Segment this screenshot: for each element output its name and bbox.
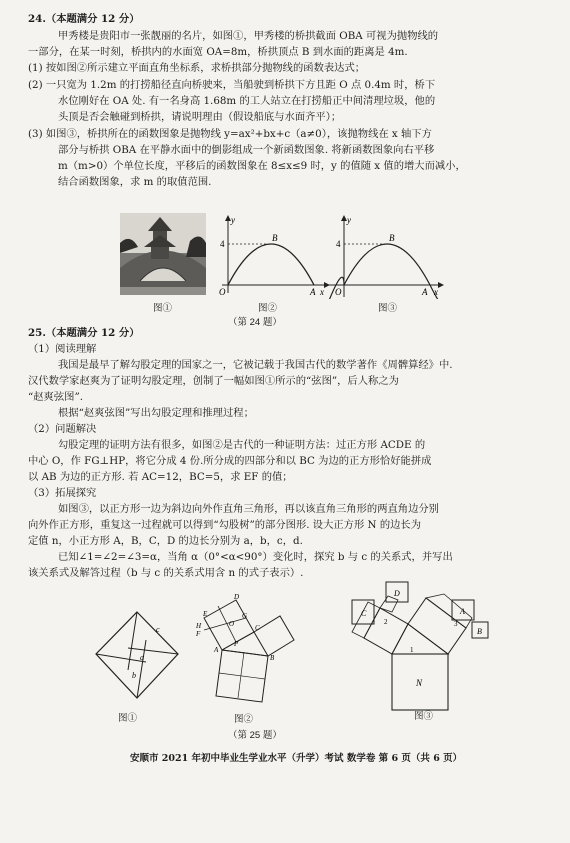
parabola-curve xyxy=(228,244,314,285)
point-g-label: G xyxy=(242,612,248,620)
side-b-label: b xyxy=(132,671,136,680)
q25-s2-line2: 中心 O，作 FG⊥HP，将它分成 4 份.所分成的四部分和以 BC 为边的正方形恰好能拼成 xyxy=(28,455,432,467)
origin-label: O xyxy=(219,287,226,297)
q25-s3-line4: 已知∠1=∠2=∠3=α，当角 α（0°<α<90°）变化时，探究 b 与 c 的关系式，并写出 xyxy=(58,551,453,563)
point-c-label: C xyxy=(255,624,260,632)
y-label: y xyxy=(231,215,235,225)
q24-part3-line2: 部分与桥拱 OBA 在平静水面中的倒影组成一个新函数图象. 将新函数图象向右平移 xyxy=(58,144,435,156)
tick-4-label: 4 xyxy=(336,239,341,249)
q24-part1: (1) 按如图②所示建立平面直角坐标系，求桥拱部分抛物线的函数表达式； xyxy=(28,62,366,74)
y-label: y xyxy=(347,215,351,225)
page-footer: 安顺市 2021 年初中毕业生学业水平（升学）考试 数学卷 第 6 页（共 6 页） xyxy=(130,753,463,764)
point-e-label: E xyxy=(203,610,208,618)
point-b-label: B xyxy=(389,233,395,243)
q24-part2-line1: (2) 一只宽为 1.2m 的打捞船径直向桥驶来，当船驶到桥拱下方且距 O 点 0.4m 时，桥下 xyxy=(28,79,436,91)
point-b-label: B xyxy=(272,233,278,243)
q24-fig1-photo xyxy=(120,213,206,295)
q25-s3-line5: 该关系式及解答过程（b 与 c 的关系式用含 n 的式子表示）. xyxy=(28,567,304,579)
q25-section1-title: （1）阅读理解 xyxy=(28,343,97,355)
q24-fig3-label: 图③ xyxy=(378,303,398,314)
q25-section2-title: （2）问题解决 xyxy=(28,423,97,435)
q24-part2-line3: 头顶是否会触碰到桥拱，请说明理由（假设船底与水面齐平）； xyxy=(58,111,342,123)
point-a-label: A xyxy=(422,287,428,297)
q24-fig2-graph xyxy=(214,213,334,299)
side-a-label: a xyxy=(140,653,144,662)
q25-s1-line3: “赵爽弦图”. xyxy=(28,391,83,403)
q25-s2-line1: 勾股定理的证明方法有很多，如图②是古代的一种证明方法：过正方形 ACDE 的 xyxy=(58,439,426,451)
q25-fig3-label: 图③ xyxy=(414,711,434,722)
q24-part2-line2: 水位刚好在 OA 处. 有一名身高 1.68m 的工人站立在打捞船正中间清理垃圾，他的 xyxy=(58,95,436,107)
side-c-label: c xyxy=(156,625,160,634)
angle-1-label: 1 xyxy=(410,646,414,654)
q25-fig2-diagram xyxy=(196,594,314,712)
point-p-label: P xyxy=(234,640,239,648)
point-d-label: D xyxy=(234,594,240,601)
point-o-label: O xyxy=(229,620,235,628)
q25-fig1-chord-diagram xyxy=(92,608,182,704)
q25-section3-title: （3）拓展探究 xyxy=(28,487,97,499)
q25-fig3-pythagoras-tree xyxy=(348,578,498,714)
q24-intro-line1: 甲秀楼是贵阳市一张靓丽的名片，如图①，甲秀楼的桥拱截面 OBA 可视为抛物线的 xyxy=(58,30,439,42)
square-d-label: D xyxy=(394,589,400,598)
q25-s3-line2: 向外作正方形，重复这一过程就可以得到“勾股树”的部分图形. 设大正方形 N 的边长为 xyxy=(28,519,422,531)
q25-s3-line3: 定值 n，小正方形 A，B，C，D 的边长分别为 a，b，c，d. xyxy=(28,535,303,547)
q24-part3-line4: 结合函数图象，求 m 的取值范围. xyxy=(58,176,212,188)
point-a-label: A xyxy=(310,287,316,297)
q24-part3-line3: m（m>0）个单位长度，平移后的函数图象在 8≤x≤9 时，y 的值随 x 值的增大而减小， xyxy=(58,160,466,172)
angle-2-label: 2 xyxy=(384,618,388,626)
q25-fig2-label: 图② xyxy=(234,714,254,725)
square-a-label: A xyxy=(460,607,465,616)
q24-fig3-graph xyxy=(318,213,448,299)
q24-part3-line1: (3) 如图③，桥拱所在的函数图象是抛物线 y=ax²+bx+c（a≠0），该抛物线在 x 轴下方 xyxy=(28,128,432,140)
q25-caption: （第 25 题） xyxy=(228,730,282,741)
q25-s1-line2: 汉代数学家赵爽为了证明勾股定理，创制了一幅如图①所示的“弦图”，后人称之为 xyxy=(28,375,399,387)
q25-s1-line1: 我国是最早了解勾股定理的国家之一，它被记载于我国古代的数学著作《周髀算经》中. xyxy=(58,359,453,371)
angle-3-label: 3 xyxy=(454,620,458,628)
point-f-label: F xyxy=(196,630,201,638)
q24-fig1-label: 图① xyxy=(153,303,173,314)
q24-intro-line2: 一部分，在某一时刻，桥拱内的水面宽 OA=8m，桥拱顶点 B 到水面的距离是 4m. xyxy=(28,46,408,58)
tick-4-label: 4 xyxy=(220,239,225,249)
q24-fig2-label: 图② xyxy=(258,303,278,314)
point-h-label: H xyxy=(196,622,202,630)
x-label: x xyxy=(434,287,438,297)
q25-s3-line1: 如图③，以正方形一边为斜边向外作直角三角形，再以该直角三角形的两直角边分别 xyxy=(58,503,439,515)
q25-s2-line3: 以 AB 为边的正方形. 若 AC=12，BC=5，求 EF 的值； xyxy=(28,471,293,483)
q24-header: 24.（本题满分 12 分） xyxy=(28,13,140,25)
q25-fig1-label: 图① xyxy=(118,713,138,724)
q25-header: 25.（本题满分 12 分） xyxy=(28,327,140,339)
square-b-label: B xyxy=(477,627,482,636)
point-a-label: A xyxy=(214,646,219,654)
x-label: x xyxy=(320,287,324,297)
q25-s1-line4: 根据“赵爽弦图”写出勾股定理和推理过程； xyxy=(58,407,254,419)
q24-caption: （第 24 题） xyxy=(228,317,282,328)
square-c-label: C xyxy=(361,609,367,618)
point-b-label: B xyxy=(270,654,275,662)
origin-label: O xyxy=(335,287,342,297)
square-n-label: N xyxy=(416,678,423,688)
